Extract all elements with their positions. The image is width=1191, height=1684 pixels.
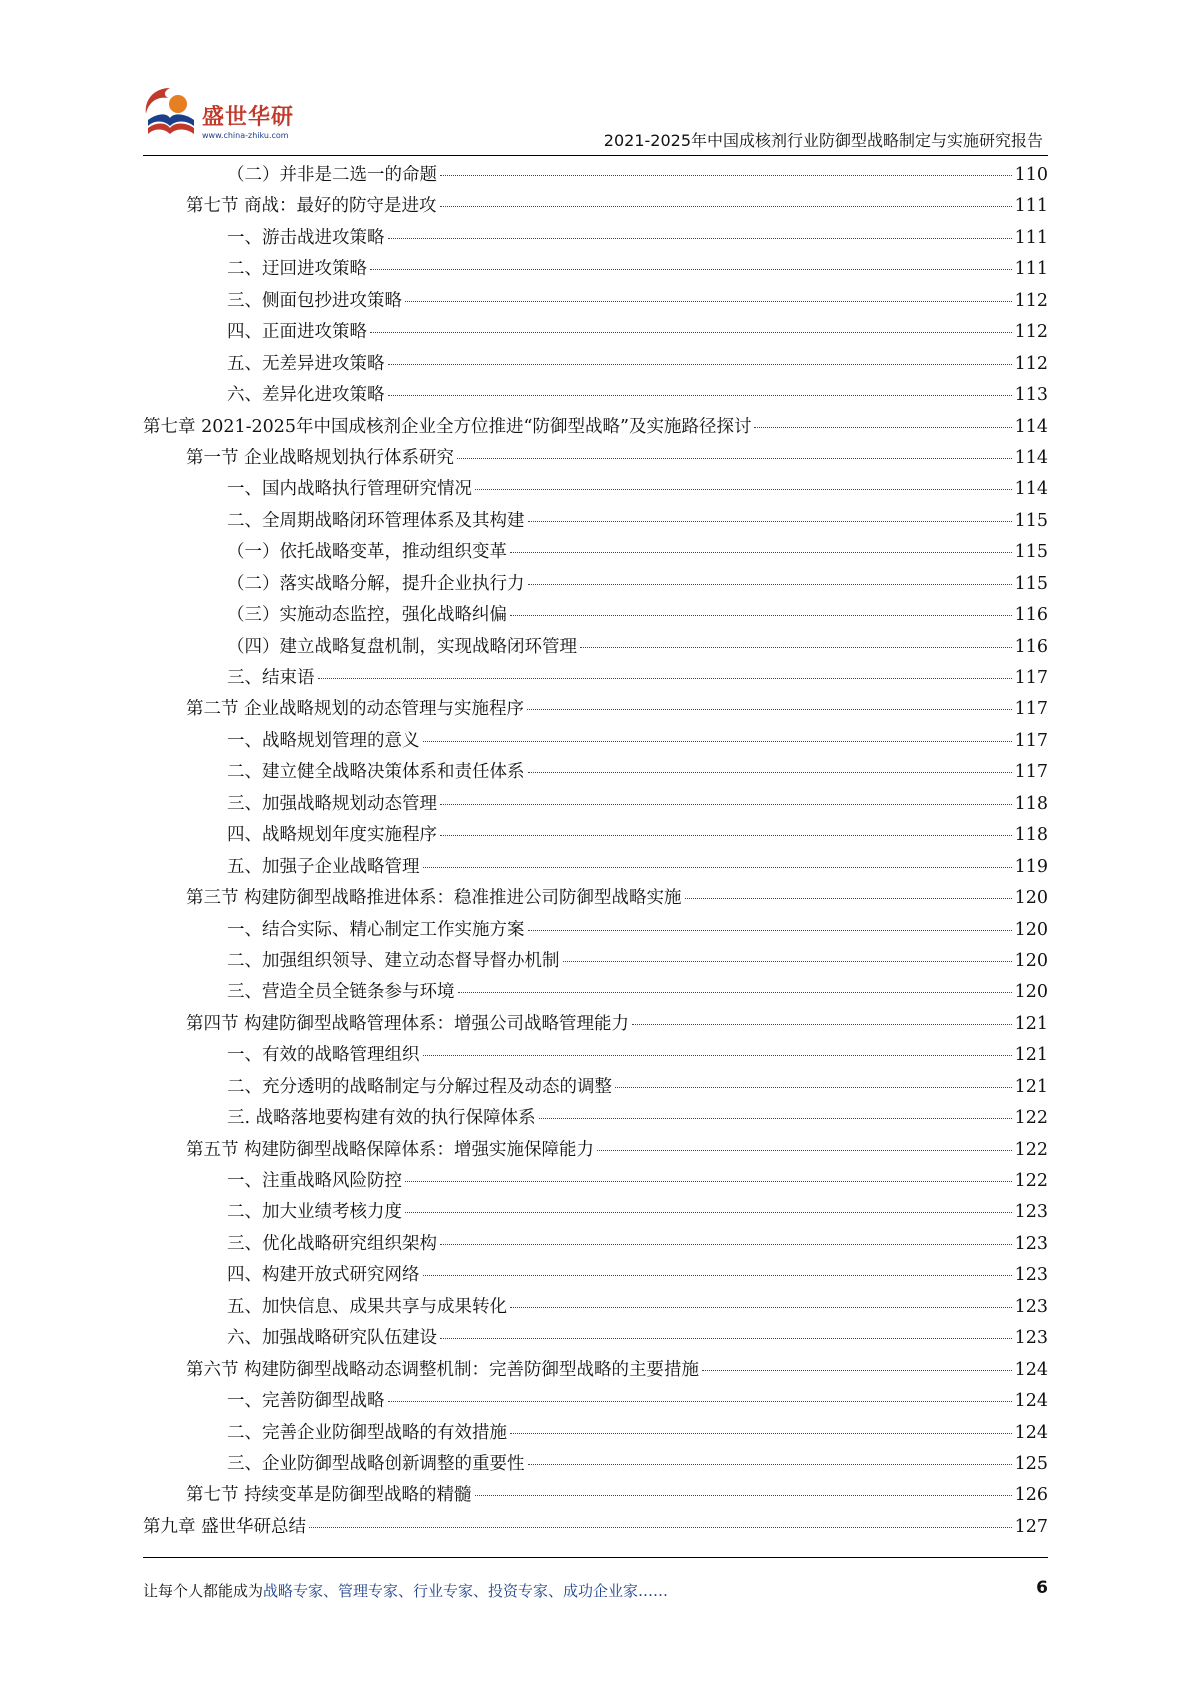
toc-entry-page: 126 (1014, 1485, 1048, 1506)
toc-entry-page: 124 (1014, 1359, 1048, 1380)
toc-entry-page: 123 (1014, 1202, 1048, 1223)
toc-entry-title: 五、无差异进攻策略 (227, 353, 385, 374)
toc-entry-page: 123 (1014, 1265, 1048, 1286)
toc-entry-page: 122 (1014, 1171, 1048, 1191)
toc-entry-page: 119 (1014, 856, 1048, 877)
toc-dot-leader (510, 1307, 1012, 1308)
toc-entry[interactable] (143, 1041, 1048, 1072)
toc-entry[interactable] (143, 727, 1048, 758)
toc-dot-leader (370, 269, 1012, 270)
toc-entry[interactable] (143, 695, 1048, 726)
document-title: 2021-2025年中国成核剂行业防御型战略制定与实施研究报告 (603, 131, 1043, 150)
toc-entry-page: 117 (1014, 730, 1048, 751)
toc-entry-title: 二、加强组织领导、建立动态督导督办机制 (227, 950, 560, 971)
toc-entry[interactable] (143, 570, 1048, 601)
toc-entry[interactable] (143, 1356, 1048, 1387)
toc-entry-page: 122 (1014, 1139, 1048, 1160)
toc-entry-page: 112 (1014, 290, 1048, 311)
toc-entry[interactable] (143, 601, 1048, 632)
toc-entry-page: 127 (1014, 1516, 1048, 1537)
toc-entry-title: 三、加强战略规划动态管理 (227, 793, 437, 814)
toc-entry[interactable] (143, 538, 1048, 569)
toc-entry-title: 一、结合实际、精心制定工作实施方案 (227, 919, 525, 940)
toc-entry-page: 114 (1014, 479, 1048, 500)
toc-dot-leader (405, 1212, 1012, 1213)
toc-entry[interactable] (143, 1104, 1048, 1135)
toc-entry[interactable] (143, 1261, 1048, 1292)
toc-entry-title: （三）实施动态监控，强化战略纠偏 (227, 605, 507, 626)
toc-entry-title: （二）并非是二选一的命题 (227, 165, 437, 185)
toc-dot-leader (388, 395, 1012, 396)
toc-dot-leader (702, 1370, 1012, 1371)
toc-entry-page: 110 (1014, 165, 1048, 185)
toc-entry[interactable] (143, 444, 1048, 475)
toc-entry[interactable] (143, 978, 1048, 1009)
toc-entry-title: 第五节 构建防御型战略保障体系：增强实施保障能力 (186, 1139, 595, 1160)
toc-entry-title: 第六节 构建防御型战略动态调整机制：完善防御型战略的主要措施 (186, 1359, 700, 1380)
toc-entry[interactable] (143, 1230, 1048, 1261)
toc-entry-title: 三、优化战略研究组织架构 (227, 1233, 437, 1254)
toc-dot-leader (423, 741, 1012, 742)
toc-entry-page: 125 (1014, 1453, 1048, 1474)
toc-entry[interactable] (143, 161, 1048, 192)
toc-entry-page: 115 (1014, 573, 1048, 594)
toc-entry-title: 三、侧面包抄进攻策略 (227, 290, 402, 311)
toc-entry[interactable] (143, 381, 1048, 412)
toc-entry-page: 116 (1014, 605, 1048, 626)
toc-entry-page: 117 (1014, 762, 1048, 783)
toc-entry-page: 118 (1014, 825, 1048, 846)
logo-emblem-icon (140, 84, 200, 146)
toc-entry[interactable] (143, 192, 1048, 223)
toc-entry[interactable] (143, 350, 1048, 381)
toc-entry-title: （一）依托战略变革，推动组织变革 (227, 542, 507, 563)
slogan-highlight: 战略专家、管理专家、行业专家、投资专家、成功企业家…… (263, 1582, 669, 1600)
toc-entry[interactable] (143, 287, 1048, 318)
toc-entry-title: 一、注重战略风险防控 (227, 1171, 402, 1191)
toc-dot-leader (388, 238, 1012, 239)
toc-entry-page: 112 (1014, 353, 1048, 374)
toc-entry-page: 111 (1014, 227, 1048, 248)
toc-entry[interactable] (143, 318, 1048, 349)
toc-entry-title: 第七节 商战：最好的防守是进攻 (186, 196, 437, 217)
toc-dot-leader (580, 647, 1012, 648)
toc-entry[interactable] (143, 947, 1048, 978)
toc-entry-title: （四）建立战略复盘机制，实现战略闭环管理 (227, 636, 577, 657)
toc-entry[interactable] (143, 1010, 1048, 1041)
toc-entry-page: 111 (1014, 259, 1048, 280)
toc-entry[interactable] (143, 758, 1048, 789)
toc-dot-leader (754, 427, 1011, 428)
footer-divider (143, 1557, 1048, 1558)
toc-dot-leader (388, 1401, 1012, 1402)
toc-entry-title: 二、全周期战略闭环管理体系及其构建 (227, 510, 525, 531)
toc-dot-leader (539, 1118, 1012, 1119)
toc-entry-title: 一、完善防御型战略 (227, 1391, 385, 1412)
toc-entry[interactable] (143, 1167, 1048, 1198)
toc-dot-leader (423, 1275, 1012, 1276)
toc-entry-page: 117 (1014, 699, 1048, 720)
toc-entry-title: 二、充分透明的战略制定与分解过程及动态的调整 (227, 1076, 612, 1097)
toc-entry-title: 三、企业防御型战略创新调整的重要性 (227, 1453, 525, 1474)
toc-entry[interactable] (143, 1073, 1048, 1104)
toc-dot-leader (563, 961, 1012, 962)
toc-entry[interactable] (143, 633, 1048, 664)
toc-entry[interactable] (143, 1293, 1048, 1324)
toc-entry-title: 第七节 持续变革是防御型战略的精髓 (186, 1485, 472, 1506)
toc-entry-title: 二、加大业绩考核力度 (227, 1202, 402, 1223)
toc-entry[interactable] (143, 475, 1048, 506)
toc-entry[interactable] (143, 884, 1048, 915)
toc-entry-page: 113 (1014, 385, 1048, 406)
toc-dot-leader (597, 1150, 1012, 1151)
toc-dot-leader (440, 206, 1012, 207)
toc-entry-title: 五、加快信息、成果共享与成果转化 (227, 1296, 507, 1317)
toc-entry-page: 120 (1014, 982, 1048, 1003)
toc-entry-title: 三、结束语 (227, 668, 315, 688)
toc-entry-page: 121 (1014, 1076, 1048, 1097)
toc-entry-page: 115 (1014, 542, 1048, 563)
toc-entry-page: 123 (1014, 1328, 1048, 1349)
toc-dot-leader (440, 175, 1012, 176)
toc-entry-title: 四、战略规划年度实施程序 (227, 825, 437, 846)
toc-dot-leader (405, 301, 1012, 302)
toc-entry[interactable] (143, 1387, 1048, 1418)
toc-dot-leader (528, 584, 1012, 585)
toc-entry-title: 四、正面进攻策略 (227, 322, 367, 343)
toc-entry-page: 116 (1014, 636, 1048, 657)
brand-url: www.china-zhiku.com (202, 131, 289, 140)
toc-entry-page: 115 (1014, 510, 1048, 531)
toc-entry[interactable] (143, 1419, 1048, 1450)
toc-entry[interactable] (143, 1198, 1048, 1229)
toc-entry[interactable] (143, 507, 1048, 538)
toc-dot-leader (615, 1087, 1012, 1088)
toc-entry-title: 第三节 构建防御型战略推进体系：稳准推进公司防御型战略实施 (186, 888, 682, 909)
toc-entry-page: 120 (1014, 919, 1048, 940)
company-logo (140, 84, 310, 154)
toc-entry-page: 111 (1014, 196, 1048, 217)
toc-dot-leader (528, 772, 1012, 773)
toc-dot-leader (388, 364, 1012, 365)
toc-dot-leader (423, 1055, 1012, 1056)
toc-entry[interactable] (143, 790, 1048, 821)
toc-entry-page: 114 (1014, 447, 1048, 468)
toc-dot-leader (475, 1495, 1012, 1496)
toc-dot-leader (318, 678, 1012, 679)
toc-dot-leader (405, 1181, 1012, 1182)
toc-entry-title: 一、有效的战略管理组织 (227, 1045, 420, 1066)
header-divider (143, 155, 1048, 156)
toc-dot-leader (528, 930, 1012, 931)
toc-entry[interactable] (143, 1324, 1048, 1355)
toc-entry-title: 六、加强战略研究队伍建设 (227, 1328, 437, 1349)
toc-dot-leader (510, 1433, 1012, 1434)
toc-entry-title: 第九章 盛世华研总结 (143, 1516, 307, 1537)
toc-entry-title: 二、建立健全战略决策体系和责任体系 (227, 762, 525, 783)
toc-entry-page: 118 (1014, 793, 1048, 814)
toc-dot-leader (510, 615, 1012, 616)
toc-entry-title: 五、加强子企业战略管理 (227, 856, 420, 877)
toc-dot-leader (440, 1244, 1012, 1245)
toc-entry[interactable] (143, 255, 1048, 286)
toc-entry-page: 120 (1014, 888, 1048, 909)
toc-entry-page: 123 (1014, 1296, 1048, 1317)
toc-entry[interactable] (143, 916, 1048, 947)
toc-entry-page: 121 (1014, 1045, 1048, 1066)
slogan-prefix: 让每个人都能成为 (143, 1582, 264, 1600)
toc-entry-page: 121 (1014, 1013, 1048, 1034)
toc-dot-leader (458, 992, 1012, 993)
toc-entry-page: 122 (1014, 1108, 1048, 1129)
toc-dot-leader (440, 835, 1012, 836)
toc-dot-leader (528, 1464, 1012, 1465)
toc-dot-leader (370, 332, 1012, 333)
toc-entry-title: 一、游击战进攻策略 (227, 227, 385, 248)
toc-entry[interactable] (143, 224, 1048, 255)
toc-entry-title: 第二节 企业战略规划的动态管理与实施程序 (186, 699, 525, 720)
toc-entry-page: 123 (1014, 1233, 1048, 1254)
toc-entry[interactable] (143, 413, 1048, 444)
table-of-contents (143, 161, 1048, 1544)
toc-entry-title: 一、国内战略执行管理研究情况 (227, 479, 472, 500)
toc-dot-leader (440, 1338, 1012, 1339)
toc-dot-leader (528, 521, 1012, 522)
toc-entry-title: 四、构建开放式研究网络 (227, 1265, 420, 1286)
footer-slogan (143, 1580, 668, 1601)
toc-entry-title: 二、完善企业防御型战略的有效措施 (227, 1422, 507, 1443)
toc-entry[interactable] (143, 1136, 1048, 1167)
toc-entry[interactable] (143, 853, 1048, 884)
toc-entry[interactable] (143, 1513, 1048, 1544)
toc-entry-title: （二）落实战略分解，提升企业执行力 (227, 573, 525, 594)
toc-entry-title: 一、战略规划管理的意义 (227, 730, 420, 751)
toc-dot-leader (632, 1024, 1012, 1025)
toc-entry[interactable] (143, 821, 1048, 852)
toc-entry-page: 112 (1014, 322, 1048, 343)
toc-dot-leader (527, 709, 1012, 710)
toc-entry[interactable] (143, 1481, 1048, 1512)
toc-entry-page: 124 (1014, 1391, 1048, 1412)
toc-entry-title: 三、营造全员全链条参与环境 (227, 982, 455, 1003)
toc-entry-title: 三. 战略落地要构建有效的执行保障体系 (227, 1108, 536, 1129)
toc-dot-leader (510, 552, 1012, 553)
toc-dot-leader (457, 458, 1012, 459)
toc-entry-title: 第四节 构建防御型战略管理体系：增强公司战略管理能力 (186, 1013, 630, 1034)
toc-entry[interactable] (143, 664, 1048, 695)
toc-entry-title: 第七章 2021-2025年中国成核剂企业全方位推进“防御型战略”及实施路径探讨 (143, 416, 752, 437)
toc-dot-leader (423, 867, 1012, 868)
toc-entry-title: 二、迂回进攻策略 (227, 259, 367, 280)
brand-name: 盛世华研 (202, 105, 295, 130)
toc-entry-page: 114 (1014, 416, 1048, 437)
toc-entry-page: 117 (1014, 668, 1048, 688)
toc-dot-leader (685, 898, 1012, 899)
toc-dot-leader (309, 1527, 1012, 1528)
toc-entry-page: 124 (1014, 1422, 1048, 1443)
toc-dot-leader (440, 804, 1012, 805)
toc-entry[interactable] (143, 1450, 1048, 1481)
toc-dot-leader (475, 489, 1012, 490)
page-number: 6 (1036, 1578, 1048, 1598)
toc-entry-title: 第一节 企业战略规划执行体系研究 (186, 447, 455, 468)
toc-entry-title: 六、差异化进攻策略 (227, 385, 385, 406)
toc-entry-page: 120 (1014, 950, 1048, 971)
